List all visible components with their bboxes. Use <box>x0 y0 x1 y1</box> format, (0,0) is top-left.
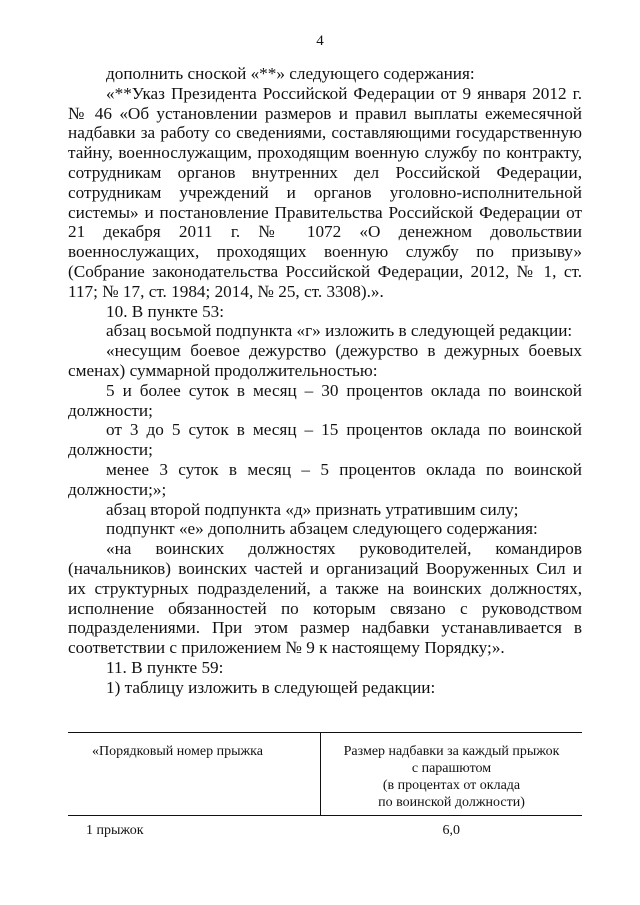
paragraph-footnote-intro: дополнить сноской «**» следующего содержания: <box>106 64 475 83</box>
header-line: Размер надбавки за каждый прыжок <box>343 744 560 759</box>
table-header-row <box>68 733 582 816</box>
table-row <box>68 816 582 840</box>
table-header-allowance <box>321 733 583 816</box>
table-header-jump-number: «Порядковый номер прыжка <box>68 733 321 816</box>
paragraph-subitem-d: абзац второй подпункта «д» признать утратившим силу; <box>106 499 519 519</box>
table-cell-value: 6,0 <box>442 823 460 838</box>
paragraph-table-intro: 1) таблицу изложить в следующей редакции: <box>106 677 436 697</box>
paragraph-item-10: 10. В пункте 53: <box>106 301 225 321</box>
paragraph-subitem-g: абзац восьмой подпункта «г» изложить в следующей редакции: <box>106 321 573 341</box>
header-line: по воинской должности) <box>378 795 525 810</box>
paragraph-commanders: «на воинских должностях руководителей, командиров (начальников) воинских частей и организаций Вооруженных Сил и их структурных подразделений, а также на воинских должностях, исполнение обязанностей по которым связано с руководством подразделениями. При этом размер надбавки устанавливается в соответствии с приложением № 9 к настоящему Порядку;». <box>68 539 582 658</box>
document-body <box>68 64 582 698</box>
header-line: (в процентах от оклада <box>382 778 521 793</box>
paragraph-combat-duty: «несущим боевое дежурство (дежурство в дежурных боевых сменах) суммарной продолжительностью: <box>68 341 582 380</box>
paragraph-rate-5: менее 3 суток в месяц – 5 процентов оклада по воинской должности;»; <box>68 459 582 499</box>
header-line: с парашютом <box>411 761 492 776</box>
paragraph-rate-15: от 3 до 5 суток в месяц – 15 процентов оклада по воинской должности; <box>68 420 582 460</box>
table-cell-jump: 1 прыжок <box>86 823 144 838</box>
page-number: 4 <box>316 33 324 49</box>
jump-allowance-table <box>68 732 582 839</box>
paragraph-item-11: 11. В пункте 59: <box>106 657 224 677</box>
paragraph-rate-30: 5 и более суток в месяц – 30 процентов оклада по воинской должности; <box>68 380 582 420</box>
paragraph-footnote-text: «**Указ Президента Российской Федерации от 9 января 2012 г. № 46 «Об установлении размеров и правил выплаты ежемесячной надбавки за работу со сведениями, составляющими государственную тайну, военнослужащим, проходящим военную службу по контракту, сотрудникам органов внутренних дел Российской Федерации, сотрудникам учреждений и органов уголовно-исполнительной системы» и постановление Правительства Российской Федерации от 21 декабря 2011 г. № 1072 «О денежном довольствии военнослужащих, проходящих военную службу по призыву» (Собрание законодательства Российской Федерации, 2012, № 1, ст. 117; № 17, ст. 1984; 2014, № 25, ст. 3308).». <box>68 83 582 301</box>
paragraph-subitem-e: подпункт «е» дополнить абзацем следующего содержания: <box>106 519 538 539</box>
